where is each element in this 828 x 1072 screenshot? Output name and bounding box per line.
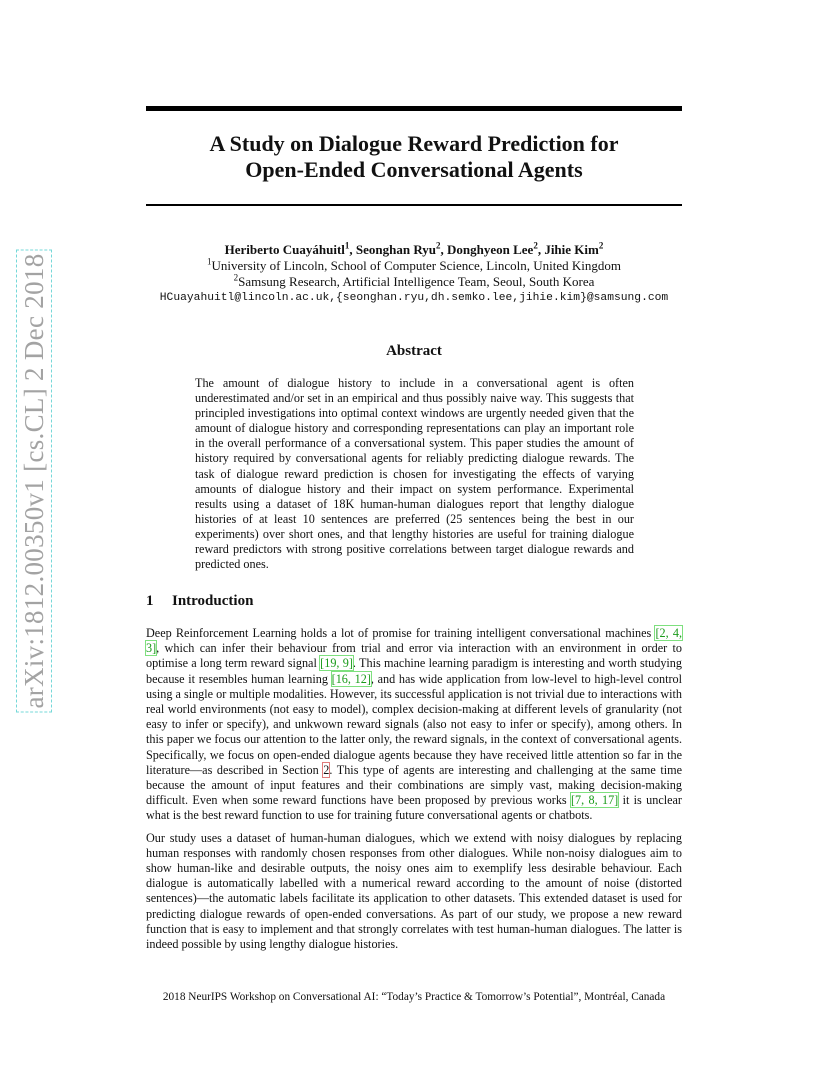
title-rule-top: [146, 106, 682, 111]
introduction-body: [146, 626, 682, 959]
author-name: , Jihie Kim: [537, 242, 599, 257]
section-heading-introduction: [146, 593, 253, 610]
paragraph-text: it is unclear what is the best reward function to use for training future conversational agents or chatbots.: [146, 793, 682, 823]
section-number: 1: [146, 593, 154, 609]
paper-title: [146, 131, 682, 183]
paragraph-text: Deep Reinforcement Learning holds a lot of promise for training intelligent conversational machines: [146, 626, 656, 640]
affiliation-marker: 1: [207, 256, 212, 267]
affiliation-marker: 1: [344, 240, 350, 251]
author-emails: HCuayahuitl@lincoln.ac.uk,{seonghan.ryu,dh.semko.lee,jihie.kim}@samsung.com: [159, 292, 669, 304]
affiliation-marker: 2: [533, 240, 538, 251]
affiliation-marker: 2: [598, 240, 604, 251]
title-rule-bottom: [146, 204, 682, 206]
affiliation-text: University of Lincoln, School of Computer Science, Lincoln, United Kingdom: [211, 258, 621, 273]
citation-link[interactable]: [2, 4, 3]: [146, 626, 682, 656]
section-title: Introduction: [172, 593, 254, 609]
author-name: , Donghyeon Lee: [440, 242, 534, 257]
citation-link[interactable]: [16, 12]: [331, 671, 371, 686]
author-name: Heriberto Cuayáhuitl: [224, 242, 345, 257]
paragraph: [146, 626, 682, 824]
paragraph: Our study uses a dataset of human-human dialogues, which we extend with noisy dialogues by replacing human responses with randomly chosen responses from other dialogues. While non-noisy dialogues aim to show human-like and desirable outputs, the noisy ones aim to exemplify less desirable behaviour. Each dialogue is automatically labelled with a numerical reward according to the amount of noise (distorted sentences)—the automatic labels facilitate its application to other datasets. This extended dataset is used for predicting dialogue rewards of open-ended conversations. As part of our study, we propose a new reward function that is easy to implement and that strongly correlates with test human-human dialogues. The latter is indeed possible by using lengthy dialogue histories.: [146, 830, 682, 952]
citation-link[interactable]: [7, 8, 17]: [571, 793, 619, 808]
paragraph-text: . This type of agents are interesting and challenging at the same time because the amount of input features and their combinations are simply vast, making decision-making difficult. Even when some reward functions have been proposed by previous works: [146, 762, 682, 808]
affiliation-text: Samsung Research, Artificial Intelligence Team, Seoul, South Korea: [238, 274, 595, 289]
page-footer: 2018 NeurIPS Workshop on Conversational AI: “Today’s Practice & Tomorrow’s Potential”, Montréal, Canada: [162, 991, 666, 1003]
paragraph-text: . This machine learning paradigm is interesting and worth studying because it resembles human learning: [146, 656, 682, 686]
author-names: [120, 242, 708, 258]
author-block: [120, 242, 708, 306]
affiliation-2: [120, 274, 708, 290]
title-line-2: Open-Ended Conversational Agents: [245, 157, 583, 182]
affiliation-marker: 2: [436, 240, 441, 251]
paragraph-text: , and has wide application from low-level to high-level control using a single or multiple modalities. However, its successful application is not trivial due to interactions with real world environments (not easy to model), complex decision-making at different levels of granularity (not easy to infer or specify), and unkwown reward signals (also not easy to infer or specify), among others. In this paper we focus our attention to the latter only, the reward signals, in the context of conversational agents. Specifically, we focus on open-ended dialogue agents because they have received little attention so far in the literature—as described in Section: [146, 671, 682, 777]
author-name: , Seonghan Ryu: [349, 242, 436, 257]
arxiv-identifier-stamp[interactable]: arXiv:1812.00350v1 [cs.CL] 2 Dec 2018: [16, 249, 52, 712]
section-reference-link[interactable]: 2: [323, 762, 330, 777]
title-line-1: A Study on Dialogue Reward Prediction for: [209, 131, 619, 156]
affiliation-marker: 2: [233, 272, 239, 283]
paragraph-text: , which can infer their behaviour from trial and error via interaction with an environment in order to optimise a long term reward signal: [146, 641, 682, 671]
abstract-text: The amount of dialogue history to include in a conversational agent is often underestimated and/or set in an empirical and thus possibly naive way. This suggests that principled investigations into optimal context windows are urgently needed given that the amount of dialogue history and corresponding representations can play an important role in the overall performance of a conversational system. This paper studies the amount of history required by conversational agents for reliably predicting dialogue rewards. The task of dialogue reward prediction is chosen for investigating the effects of varying amounts of dialogue history and their impact on system performance. Experimental results using a dataset of 18K human-human dialogues report that lengthy dialogue histories of at least 10 sentences are preferred (25 sentences being the best in our experiments) over short ones, and that lengthy histories are useful for training dialogue reward predictors with strong positive correlations between target dialogue rewards and predicted ones.: [195, 376, 634, 572]
affiliation-1: [120, 258, 708, 274]
citation-link[interactable]: [19, 9]: [320, 656, 353, 671]
abstract-heading: Abstract: [386, 343, 442, 359]
